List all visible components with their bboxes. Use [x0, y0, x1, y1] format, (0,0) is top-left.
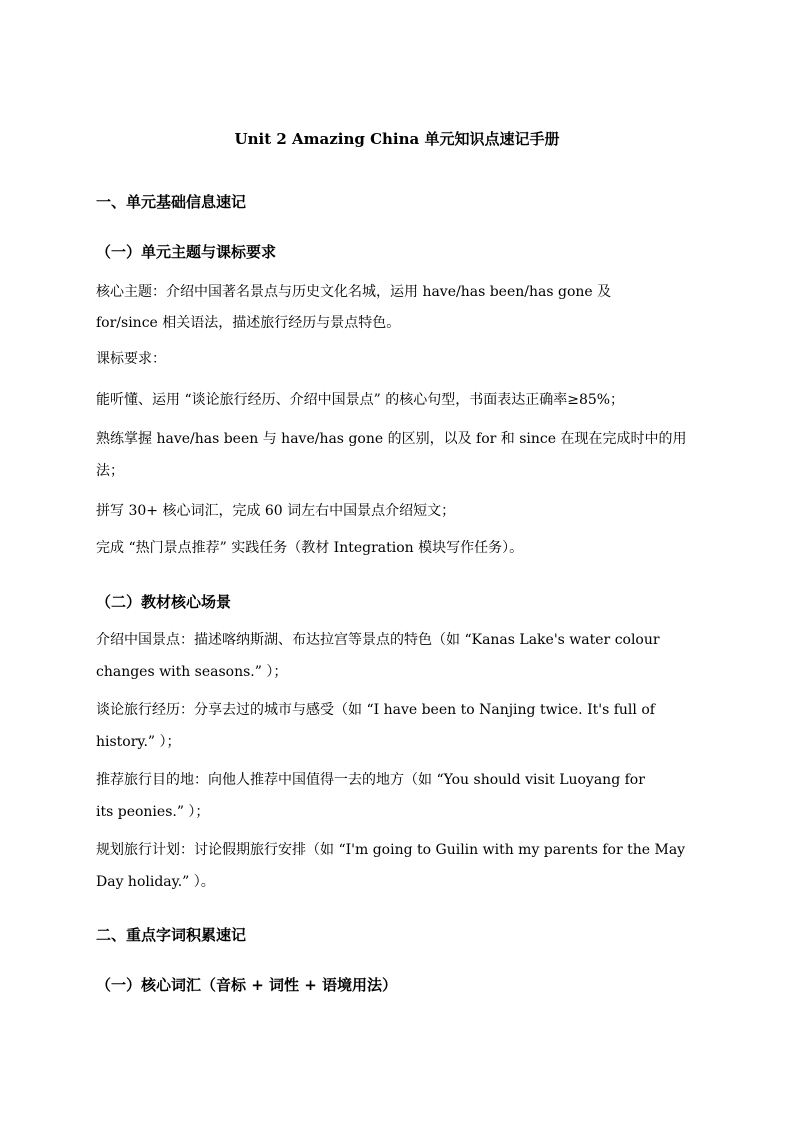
paragraph-scene-3-line-1: 推荐旅行目的地：向他人推荐中国值得一去的地方（如 “You should visit Luoyang for — [96, 772, 645, 788]
paragraph-requirements-label: 课标要求： — [96, 351, 166, 367]
subsection-heading-2-1: （一）核心词汇（音标 + 词性 + 语境用法） — [96, 976, 398, 994]
paragraph-scene-1-line-1: 介绍中国景点：描述喀纳斯湖、布达拉宫等景点的特色（如 “Kanas Lake's water colour — [96, 632, 660, 648]
section-heading-2: 二、重点字词积累速记 — [96, 926, 247, 944]
paragraph-requirement-2-line-1: 熟练掌握 have/has been 与 have/has gone 的区别，以及 for 和 since 在现在完成时中的用 — [96, 431, 687, 447]
paragraph-requirement-4: 完成 “热门景点推荐” 实践任务（教材 Integration 模块写作任务）。 — [96, 540, 524, 556]
paragraph-scene-2-line-2: history.” ）； — [96, 734, 181, 750]
paragraph-requirement-1: 能听懂、运用 “谈论旅行经历、介绍中国景点” 的核心句型，书面表达正确率≥85%； — [96, 392, 625, 408]
page-title: Unit 2 Amazing China 单元知识点速记手册 — [234, 130, 560, 148]
paragraph-scene-3-line-2: its peonies.” ）； — [96, 804, 210, 820]
subsection-heading-1-1: （一）单元主题与课标要求 — [96, 243, 277, 261]
paragraph-scene-2-line-1: 谈论旅行经历：分享去过的城市与感受（如 “I have been to Nanjing twice. It's full of — [96, 702, 655, 718]
paragraph-requirement-2-line-2: 法； — [96, 463, 124, 479]
paragraph-theme-line-1: 核心主题：介绍中国著名景点与历史文化名城，运用 have/has been/has gone 及 — [96, 284, 612, 300]
subsection-heading-1-2: （二）教材核心场景 — [96, 593, 232, 611]
paragraph-theme-line-2: for/since 相关语法，描述旅行经历与景点特色。 — [96, 315, 401, 331]
paragraph-scene-1-line-2: changes with seasons.” ）； — [96, 664, 288, 680]
paragraph-scene-4-line-2: Day holiday.” ）。 — [96, 874, 215, 890]
section-heading-1: 一、单元基础信息速记 — [96, 193, 247, 211]
paragraph-scene-4-line-1: 规划旅行计划：讨论假期旅行安排（如 “I'm going to Guilin with my parents for the May — [96, 842, 686, 858]
paragraph-requirement-3: 拼写 30+ 核心词汇，完成 60 词左右中国景点介绍短文； — [96, 503, 456, 519]
